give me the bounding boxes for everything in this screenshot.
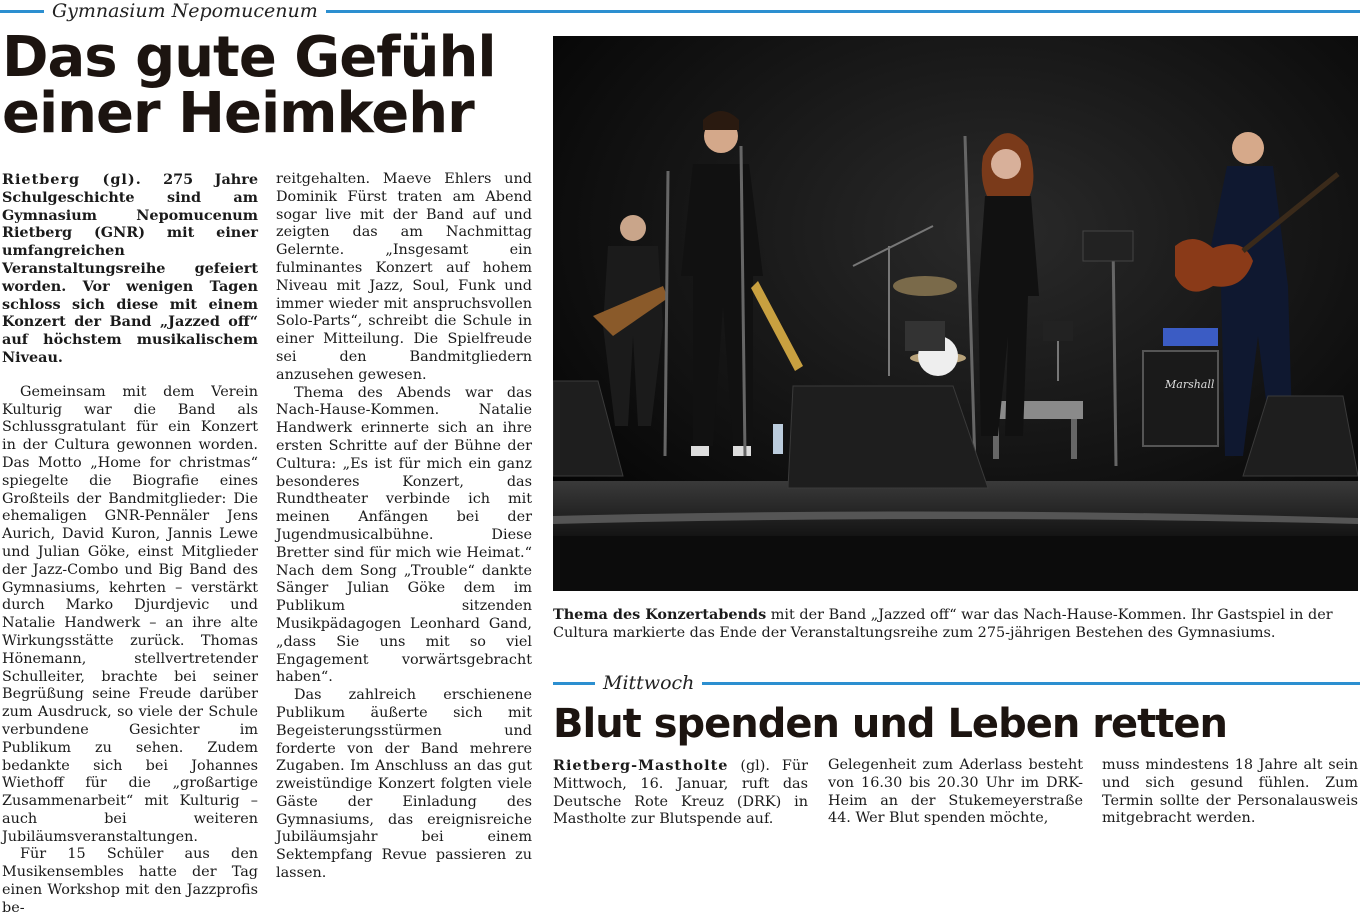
body-paragraph: Rietberg-Mastholte (gl). Für Mittwoch, 16. Januar, ruft das Deutsche Rote Kreuz (DRK) in Mastholte zur Blutspende auf. [553,757,808,828]
body-paragraph: reitgehalten. Maeve Ehlers und Dominik Fürst traten am Abend sogar live mit der Band auf und zeigten das am Nachmittag Gelernte. „Insgesamt ein fulminantes Konzert auf hohem Niveau mit Jazz, Soul, Funk und immer wieder mit anspruchsvollen Solo-Parts“, schreibt die Schule in einer Mitteilung. Die Spielfreude sei den Bandmitgliedern anzusehen gewesen. [276,171,532,383]
headline-line-1: Das gute Gefühl [2,25,496,90]
section-kicker [0,0,1360,22]
body-paragraph: Gelegenheit zum Aderlass besteht von 16.30 bis 20.30 Uhr im DRK-Heim an der Stukemeyerstraße 44. Wer Blut spenden möchte, [828,757,1083,827]
body-paragraph: Gemeinsam mit dem Verein Kulturig war die Band als Schlussgratulant für ein Konzert in der Cultura gewonnen worden. Das Motto „Home for christmas“ spiegelte die Biografie eines Großteils der Bandmitglieder: Die ehemaligen GNR-Pennäler Jens Aurich, David Kuron, Jannis Lewe und Julian Göke, einst Mitglieder der Jazz-Combo und Big Band des Gymnasiums, kehrten – verstärkt durch Marko Djurdjevic und Natalie Handwerk – an ihre alte Wirkungsstätte zurück. Thomas Hönemann, stellvertretender Schulleiter, brachte bei seiner Begrüßung seine Freude darüber zum Ausdruck, so viele der Schule verbundene Gesichter im Publikum zu sehen. Zudem bedankte sich bei Johannes Wiethoff für die „großartige Zusammenarbeit“ mit Kulturig – auch bei weiteren Jubiläumsveranstaltungen. [2,383,258,845]
article-headline-2: Blut spenden und Leben retten [553,701,1227,747]
article-column-2 [276,171,532,883]
body-paragraph: Das zahlreich erschienene Publikum äußerte sich mit Begeisterungsstürmen und forderte von der Band mehrere Zugaben. Im Anschluss an das gut zweistündige Konzert folgten viele Gäste der Einladung des Gymnasiums, das ereignisreiche Jubiläumsjahr bei einem Sektempfang Revue passieren zu lassen. [276,687,532,882]
article2-column-1 [553,757,808,829]
article2-column-3 [1102,757,1358,828]
article-headline [2,25,496,146]
article2-column-2 [828,757,1083,828]
caption-bold: Thema des Konzertabends [553,606,767,623]
photo-caption [553,606,1358,642]
section-kicker-2 [553,672,1360,694]
kicker-text: Gymnasium Nepomucenum [52,0,318,22]
body-paragraph: Thema des Abends war das Nach-Hause-Kommen. Natalie Handwerk erinnerte sich an ihre ersten Schritte auf der Bühne der Cultura: „Es ist für mich ein ganz besonderes Konzert, das Rundtheater verbinde ich mit meinen Anfängen bei der Jugendmusicalbühne. Diese Bretter sind für mich wie Heimat.“ Nach dem Song „Trouble“ dankte Sänger Julian Göke dem im Publikum sitzenden Musikpädagogen Leonhard Gand, „dass Sie uns mit so viel Engagement vorwärtsgebracht haben“. [276,384,532,686]
lead-paragraph: Rietberg (gl). 275 Jahre Schulgeschichte sind am Gymnasium Nepomucenum Rietberg (GNR) mit einer umfangreichen Veranstaltungsreihe gefeiert worden. Vor wenigen Tagen schloss sich diese mit einem Konzert der Band „Jazzed off“ auf höchstem musikalischem Niveau. [2,171,258,366]
dateline: Rietberg (gl). [2,171,142,188]
body-paragraph: Für 15 Schüler aus den Musikensembles hatte der Tag einen Workshop mit den Jazzprofis be- [2,846,258,916]
caption-text: mit der Band „Jazzed off“ war das Nach-Hause-Kommen. Ihr Gastspiel in der Cultura markierte das Ende der Veranstaltungsreihe zum 275-jährigen Bestehen des Gymnasiums. [553,607,1333,641]
headline-line-2: einer Heimkehr [2,81,474,146]
article-column-1 [2,171,258,918]
concert-illustration [553,36,1358,591]
amp-logo: Marshall [1165,378,1215,391]
body-paragraph: muss mindestens 18 Jahre alt sein und sich gesund fühlen. Zum Termin sollte der Personalausweis mitgebracht werden. [1102,757,1358,827]
kicker-text-2: Mittwoch [603,672,695,694]
dateline-2: Rietberg-Mastholte [553,757,729,774]
concert-photo [553,36,1358,591]
